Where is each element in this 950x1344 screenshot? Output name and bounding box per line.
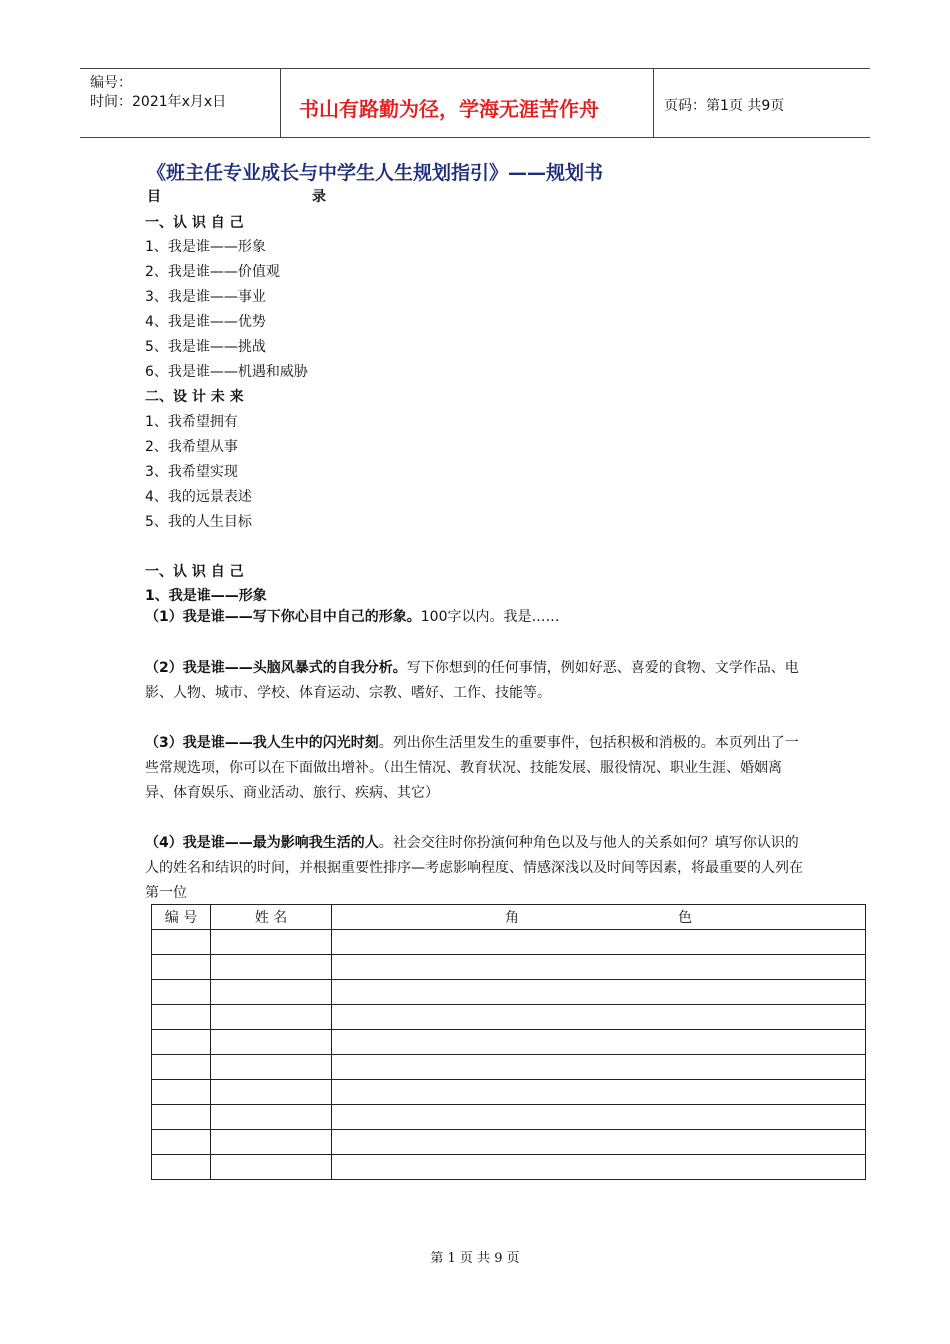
question-3-text: 。列出你生活里发生的重要事件，包括积极和消极的。本页列出了一些常规选项，你可以在下面做出增补。（出生情况、教育状况、技能发展、服役情况、职业生涯、婚姻离异、体育娱乐、商业活动、旅行、疾病、其它） (145, 735, 799, 801)
question-2-label: （2）我是谁——头脑风暴式的自我分析。 (145, 660, 407, 676)
people-table (151, 904, 866, 1180)
name-cell[interactable] (211, 1105, 332, 1130)
role-cell[interactable] (332, 1030, 866, 1055)
name-cell[interactable] (211, 955, 332, 980)
col-name-header: 姓 名 (211, 905, 332, 930)
role-cell[interactable] (332, 955, 866, 980)
question-3 (145, 731, 805, 806)
number-cell[interactable] (152, 955, 211, 980)
role-cell[interactable] (332, 1105, 866, 1130)
number-cell[interactable] (152, 980, 211, 1005)
name-cell[interactable] (211, 1155, 332, 1180)
col-role-header-left: 角 (505, 910, 520, 926)
toc-item: 4、我是谁——优势 (145, 314, 266, 330)
number-label: 编号： (90, 75, 132, 91)
page-info: 页码：第1页 共9页 (664, 98, 785, 114)
name-cell[interactable] (211, 1130, 332, 1155)
table-body (152, 930, 866, 1180)
number-cell[interactable] (152, 930, 211, 955)
question-2-text: 写下你想到的任何事情，例如好恶、喜爱的食物、文学作品、电影、人物、城市、学校、体育运动、宗教、嗜好、工作、技能等。 (145, 660, 799, 701)
role-cell[interactable] (332, 930, 866, 955)
question-1-text: 100字以内。我是…… (420, 609, 560, 625)
toc-item: 2、我是谁——价值观 (145, 264, 280, 280)
document-title: 《班主任专业成长与中学生人生规划指引》——规划书 (147, 162, 604, 184)
number-cell[interactable] (152, 1030, 211, 1055)
toc-item: 2、我希望从事 (145, 439, 238, 455)
number-cell[interactable] (152, 1130, 211, 1155)
role-cell[interactable] (332, 1080, 866, 1105)
role-cell[interactable] (332, 1130, 866, 1155)
table-row (152, 1155, 866, 1180)
header-meta-cell (80, 69, 281, 137)
toc-item: 5、我的人生目标 (145, 514, 252, 530)
question-2 (145, 656, 805, 706)
col-role-header-right: 色 (677, 910, 692, 926)
role-cell[interactable] (332, 1055, 866, 1080)
table-row (152, 1005, 866, 1030)
question-3-label: （3）我是谁——我人生中的闪光时刻 (145, 735, 379, 751)
page-footer: 第 1 页 共 9 页 (430, 1251, 520, 1266)
table-row (152, 1130, 866, 1155)
number-cell[interactable] (152, 1105, 211, 1130)
toc-heading-left: 目 (147, 189, 161, 205)
question-4-label: （4）我是谁——最为影响我生活的人 (145, 835, 379, 851)
toc-item: 4、我的远景表述 (145, 489, 252, 505)
toc-heading-right: 录 (312, 189, 326, 205)
name-cell[interactable] (211, 980, 332, 1005)
name-cell[interactable] (211, 1005, 332, 1030)
name-cell[interactable] (211, 930, 332, 955)
toc-section-1: 一、认 识 自 己 (145, 215, 244, 231)
col-number-header: 编 号 (152, 905, 211, 930)
role-cell[interactable] (332, 980, 866, 1005)
number-cell[interactable] (152, 1055, 211, 1080)
name-cell[interactable] (211, 1055, 332, 1080)
table-header-row (152, 905, 866, 930)
col-role-header (332, 905, 866, 930)
header-page-cell (654, 69, 870, 137)
number-cell[interactable] (152, 1155, 211, 1180)
toc-item: 5、我是谁——挑战 (145, 339, 266, 355)
question-1 (145, 605, 805, 630)
motto: 书山有路勤为径，学海无涯苦作舟 (299, 97, 599, 121)
name-cell[interactable] (211, 1030, 332, 1055)
table-row (152, 930, 866, 955)
toc-item: 3、我希望实现 (145, 464, 238, 480)
document-header (80, 68, 870, 138)
question-4 (145, 831, 805, 906)
header-motto-cell (281, 69, 654, 137)
toc-item: 6、我是谁——机遇和威胁 (145, 364, 308, 380)
toc-section-2: 二、设 计 未 来 (145, 389, 244, 405)
question-1-label: （1）我是谁——写下你心目中自己的形象。 (145, 609, 421, 625)
table-row (152, 1055, 866, 1080)
table-row (152, 955, 866, 980)
table-row (152, 980, 866, 1005)
number-cell[interactable] (152, 1080, 211, 1105)
role-cell[interactable] (332, 1155, 866, 1180)
subsection-heading: 1、我是谁——形象 (145, 588, 267, 604)
section-heading: 一、认 识 自 己 (145, 564, 244, 580)
question-4-text: 。社会交往时你扮演何种角色以及与他人的关系如何？填写你认识的人的姓名和结识的时间，并根据重要性排序—考虑影响程度、情感深浅以及时间等因素，将最重要的人列在第一位 (145, 835, 803, 901)
table-row (152, 1080, 866, 1105)
toc-item: 1、我是谁——形象 (145, 239, 266, 255)
toc-item: 3、我是谁——事业 (145, 289, 266, 305)
table-row (152, 1030, 866, 1055)
name-cell[interactable] (211, 1080, 332, 1105)
table-row (152, 1105, 866, 1130)
time-label: 时间：2021年x月x日 (90, 94, 227, 110)
role-cell[interactable] (332, 1005, 866, 1030)
number-cell[interactable] (152, 1005, 211, 1030)
toc-item: 1、我希望拥有 (145, 414, 238, 430)
